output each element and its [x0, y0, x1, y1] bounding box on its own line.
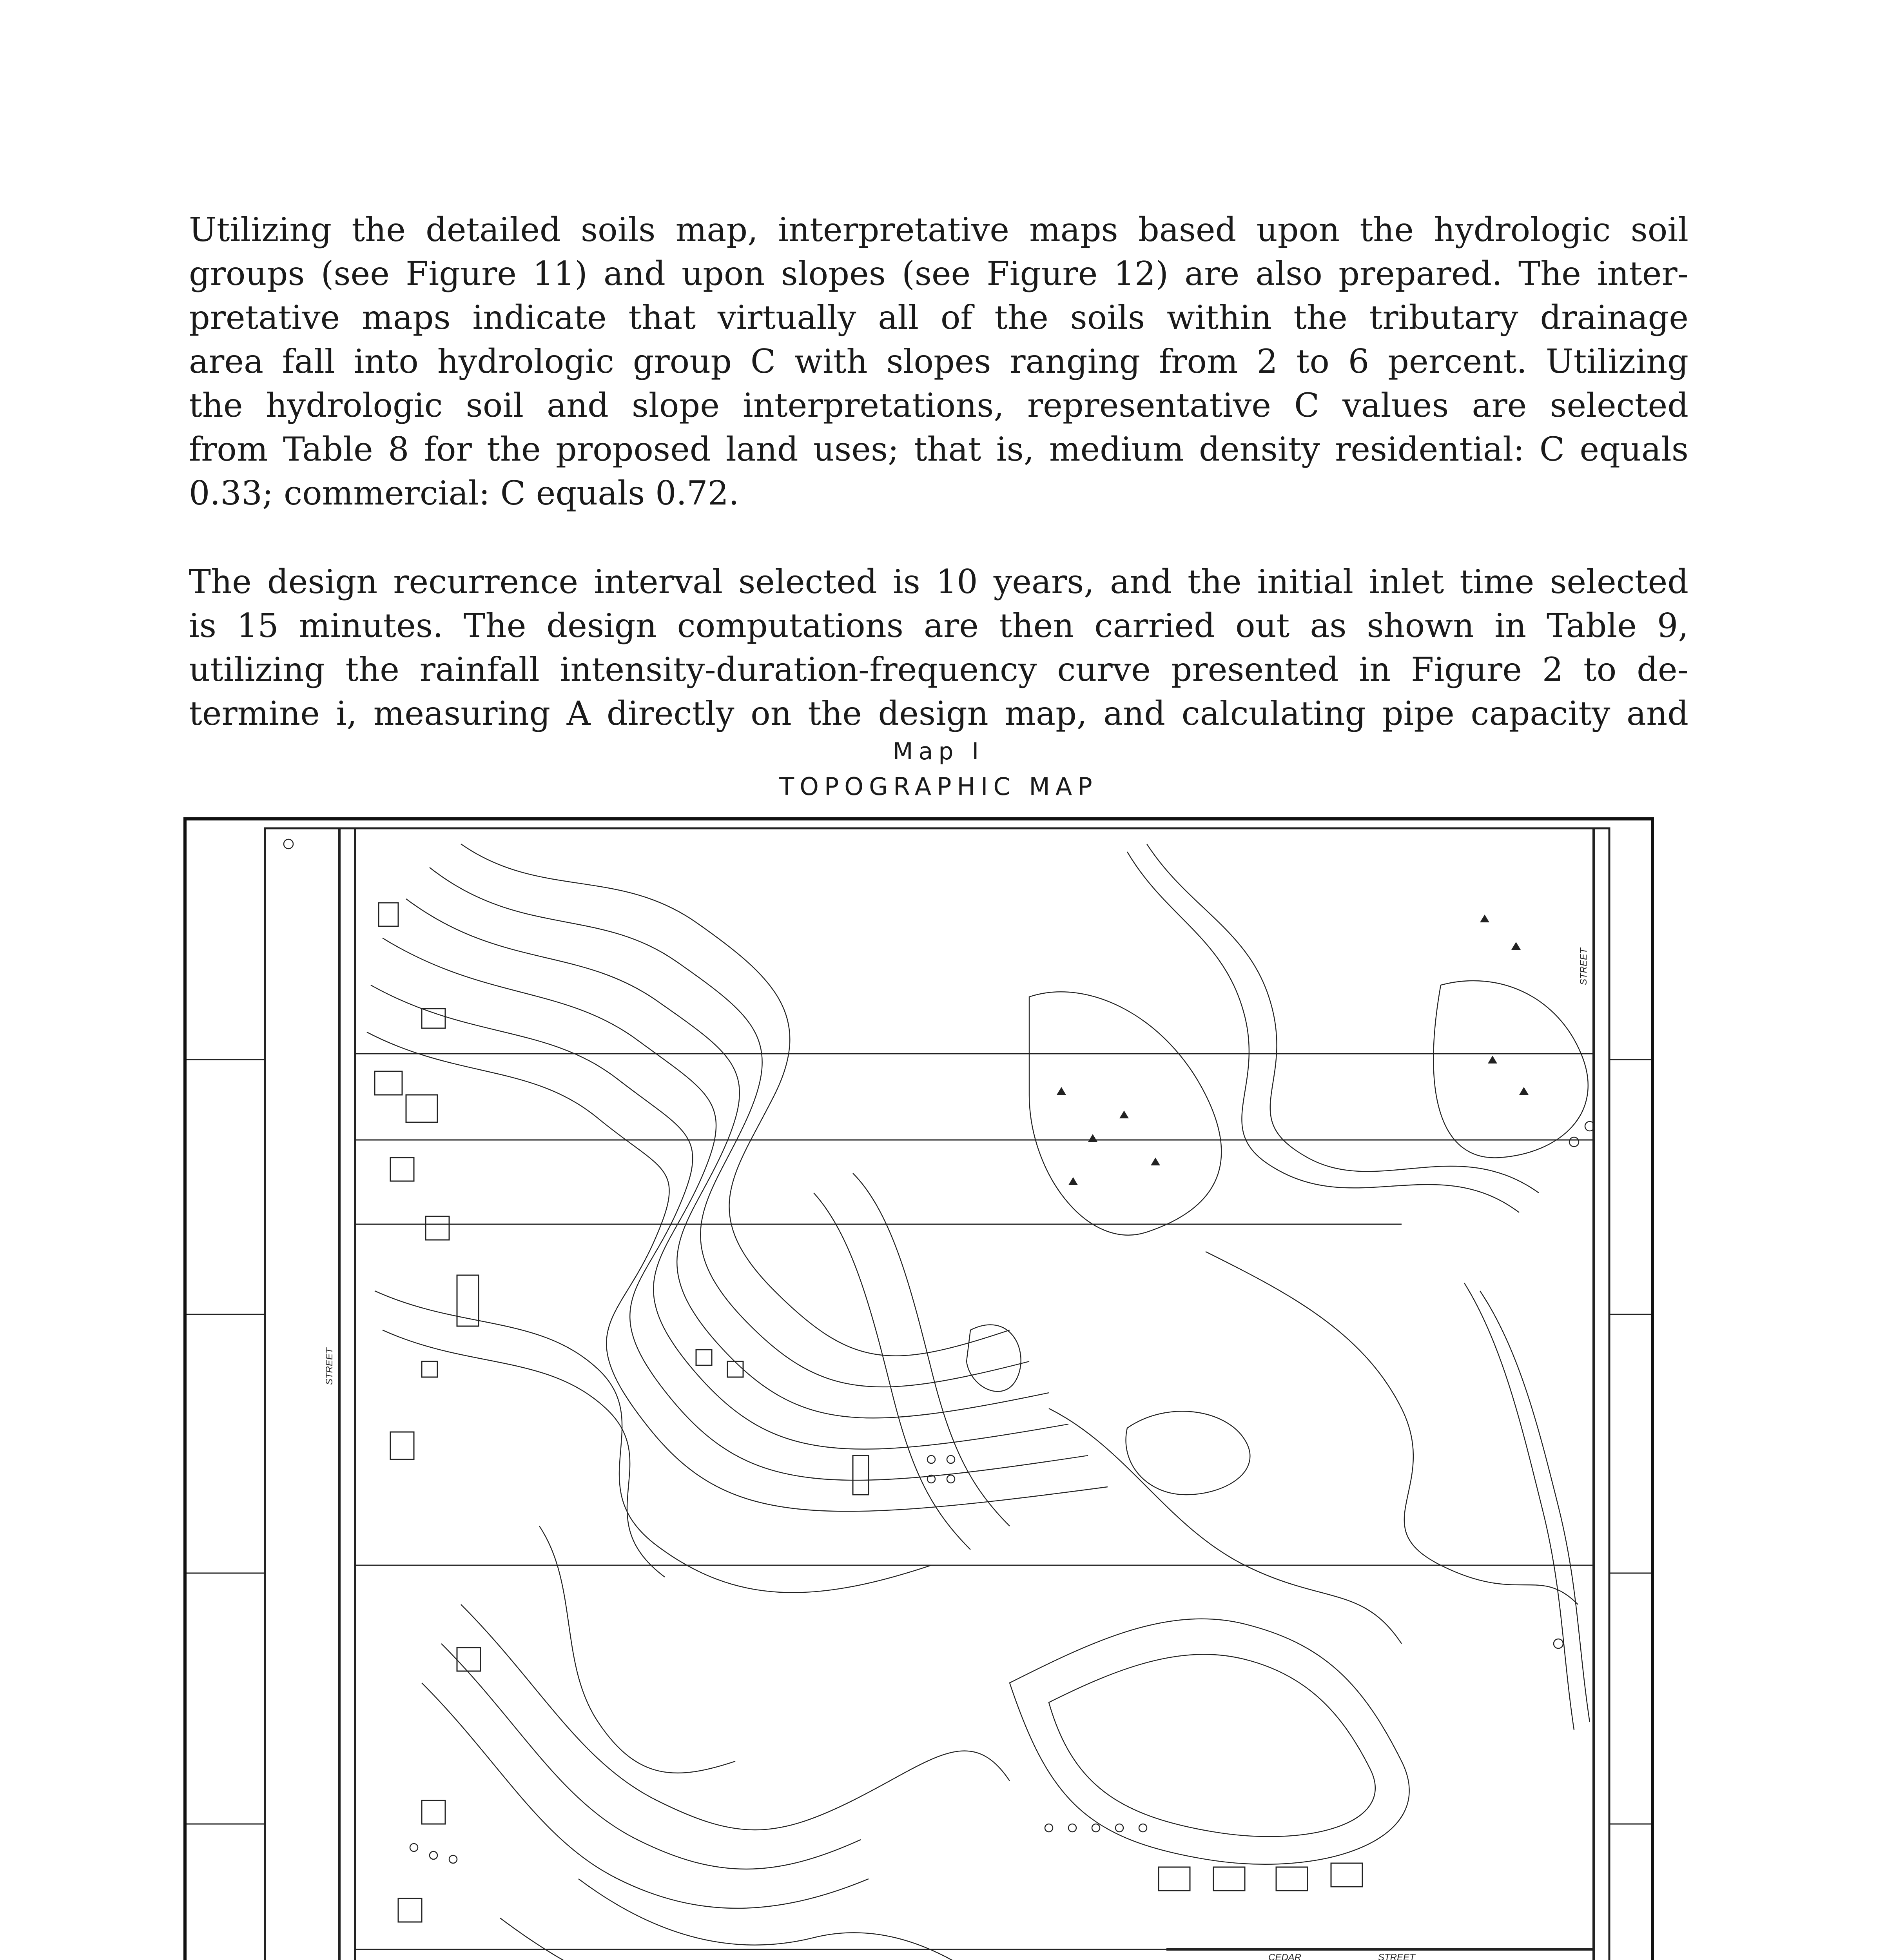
contour-lines — [367, 844, 1590, 1960]
text-line: Utilizing the detailed soils map, interpretative maps based upon the hydrologic soil — [189, 211, 1688, 249]
marsh-symbols — [822, 915, 1529, 1960]
topographic-map — [187, 820, 1651, 1960]
street-label: STREET — [1378, 1952, 1415, 1960]
text-line: area fall into hydrologic group C with slopes ranging from 2 to 6 percent. Utilizing — [189, 342, 1688, 381]
street-label: CEDAR — [1268, 1952, 1302, 1960]
text-line: the hydrologic soil and slope interpretations, representative C values are selected — [189, 386, 1688, 425]
map-neatline — [265, 828, 1609, 1960]
buildings — [375, 903, 1362, 1960]
text-line: from Table 8 for the proposed land uses; that is, medium density residential: C equals — [189, 430, 1688, 468]
text-line: utilizing the rainfall intensity-duration-frequency curve presented in Figure 2 to de- — [189, 650, 1688, 689]
street-label: STREET — [324, 1348, 335, 1385]
text-line: termine i, measuring A directly on the design map, and calculating pipe capacity and — [189, 694, 1688, 733]
text-line: pretative maps indicate that virtually all of the soils within the tributary drainage — [189, 298, 1688, 337]
map-title: TOPOGRAPHIC MAP — [779, 772, 1098, 801]
paragraph-1 — [189, 208, 1688, 515]
tree-symbols — [284, 839, 1594, 1863]
text-line: 0.33; commercial: C equals 0.72. — [189, 474, 739, 512]
text-line: The design recurrence interval selected is 10 years, and the initial inlet time selected — [189, 563, 1688, 601]
text-line: is 15 minutes. The design computations are then carried out as shown in Table 9, — [189, 606, 1688, 645]
map-label: Map I — [892, 738, 985, 765]
text-line: groups (see Figure 11) and upon slopes (see Figure 12) are also prepared. The inter- — [189, 254, 1688, 293]
grid-ticks — [187, 1060, 1651, 1960]
street-label: STREET — [1578, 948, 1589, 985]
paragraph-2 — [189, 560, 1688, 735]
